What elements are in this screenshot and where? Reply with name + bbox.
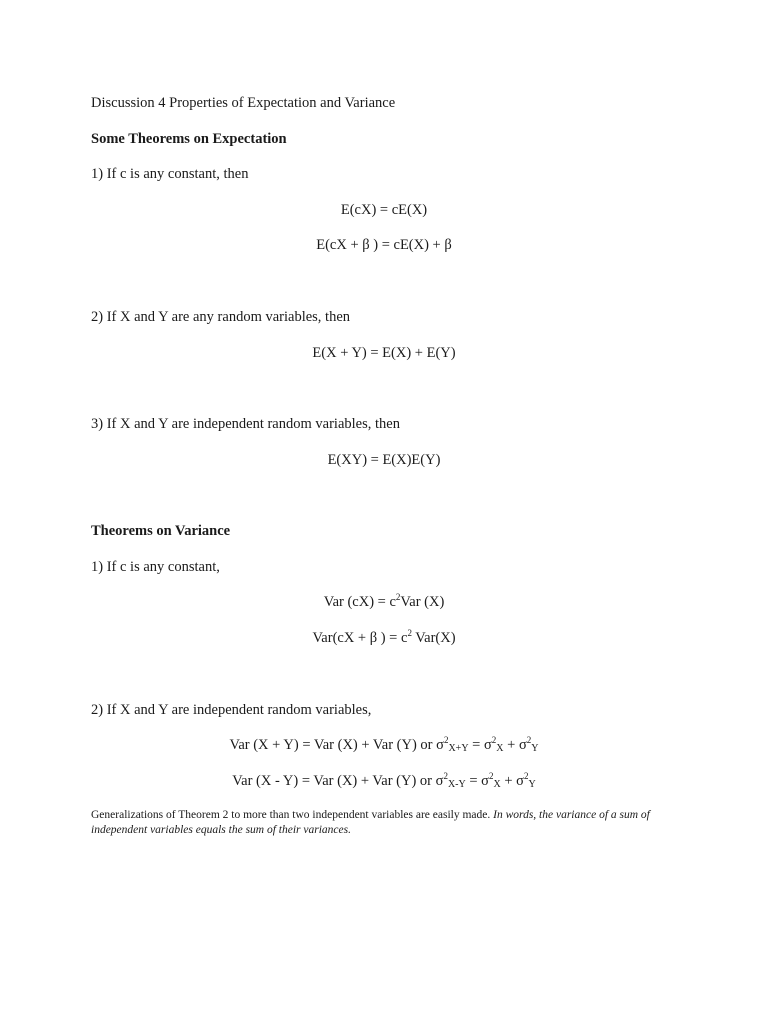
variance-theorem-2: 2) If X and Y are independent random variables, bbox=[91, 702, 372, 718]
expectation-heading: Some Theorems on Expectation bbox=[91, 131, 287, 147]
variance-heading: Theorems on Variance bbox=[91, 523, 231, 539]
variance-equation-2b: Var (X - Y) = Var (X) + Var (Y) or $\sigma^2_{X-Y} = \sigma^2_X + \sigma^2_Y$ bbox=[232, 771, 536, 790]
expectation-equation-1b: E(cX + β ) = cE(X) + β bbox=[316, 237, 452, 253]
generalization-note: Generalizations of Theorem 2 to more than two independent variables are easily made. In words, the variance of a sum of independent variables equals the sum of their variances. bbox=[91, 809, 650, 836]
expectation-equation-2: E(X + Y) = E(X) + E(Y) bbox=[312, 345, 456, 361]
variance-equation-1b: Var(cX + β ) = $c^2$ Var(X) bbox=[312, 628, 456, 646]
expectation-theorem-1: 1) If c is any constant, then bbox=[91, 166, 249, 182]
variance-equation-2a: Var (X + Y) = Var (X) + Var (Y) or $\sigma^2_{X+Y} = \sigma^2_X + \sigma^2_Y$ bbox=[229, 735, 539, 754]
variance-equation-1a: Var $(cX) = c^2Var$ (X) bbox=[323, 592, 445, 610]
expectation-equation-1a: E(cX) = cE(X) bbox=[340, 202, 428, 218]
variance-theorem-1: 1) If c is any constant, bbox=[91, 559, 220, 575]
expectation-theorem-2: 2) If X and Y are any random variables, then bbox=[91, 309, 351, 325]
expectation-theorem-3: 3) If X and Y are independent random variables, then bbox=[91, 416, 400, 432]
document-title: Discussion 4 Properties of Expectation and Variance bbox=[91, 95, 396, 111]
expectation-equation-3: E(XY) = E(X)E(Y) bbox=[327, 452, 441, 468]
